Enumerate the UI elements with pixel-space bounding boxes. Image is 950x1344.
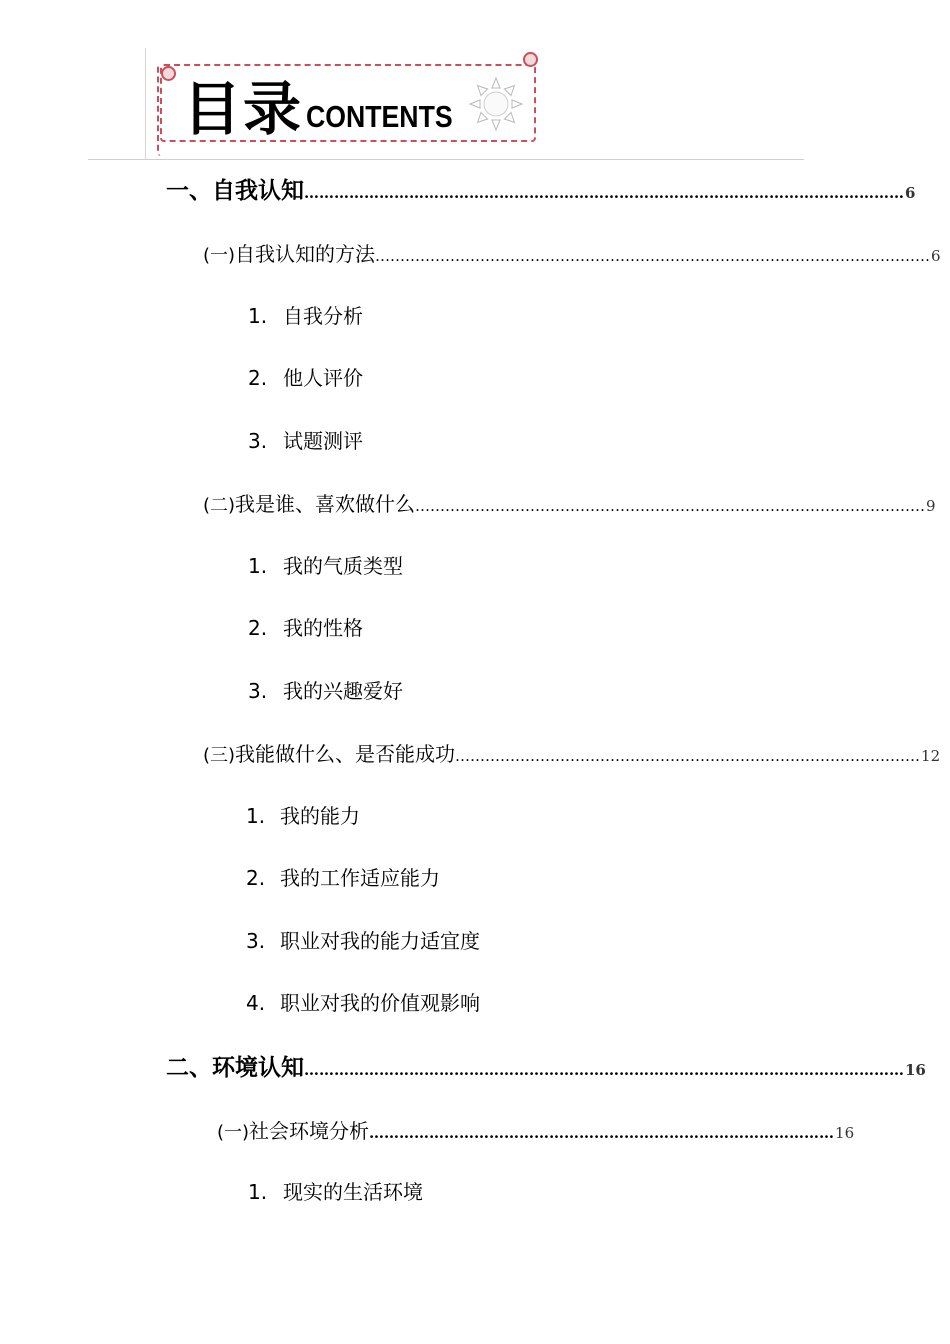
toc-entry-number: (二) [203, 495, 236, 516]
toc-entry-number: (一) [203, 245, 236, 266]
toc-page-number: 12 [921, 747, 941, 765]
toc-entry[interactable] [217, 1115, 855, 1144]
toc-entry-label: 我的能力 [280, 804, 360, 828]
toc-entry[interactable] [203, 238, 941, 267]
toc-leader-dots: ………………………………………………………………………………………………………… [304, 184, 904, 202]
toc-leader-dots: ………………………………………………………………………………… [369, 1124, 835, 1142]
toc-entry-label: 我能做什么、是否能成功 [235, 742, 456, 766]
toc-page-number: 6 [905, 184, 916, 202]
toc-entry[interactable] [248, 300, 363, 329]
toc-leader-dots: ………………………………………………………………………………… [455, 747, 921, 765]
toc-entry[interactable] [246, 800, 360, 829]
toc-page-number: 16 [835, 1124, 855, 1142]
toc-entry-label: 试题测评 [283, 429, 363, 453]
toc-entry-number: 1. [248, 1180, 268, 1204]
toc-entry-number: 一、 [166, 178, 212, 204]
toc-entry[interactable] [246, 862, 440, 891]
toc-entry-label: 自我分析 [283, 304, 363, 328]
toc-entry-number: 2. [248, 616, 268, 640]
toc-entry-label: 我的气质类型 [283, 554, 403, 578]
toc-entry-number: 二、 [166, 1055, 212, 1081]
toc-entry-number: 3. [248, 429, 268, 453]
toc-entry[interactable] [203, 738, 941, 767]
toc-entry-label: 我是谁、喜欢做什么 [235, 492, 416, 516]
toc-entry[interactable] [166, 1049, 926, 1082]
toc-entry[interactable] [246, 925, 480, 954]
toc-entry-label: 自我认知 [212, 178, 304, 204]
toc-entry-number: (一) [217, 1122, 250, 1143]
toc-entry[interactable] [166, 172, 916, 205]
toc-entry-number: 1. [248, 304, 268, 328]
toc-entry[interactable] [248, 612, 363, 641]
toc-entry[interactable] [203, 488, 936, 517]
toc-entry-label: 自我认知的方法 [235, 242, 376, 266]
toc-entry[interactable] [248, 675, 403, 704]
page-title: 目录 [183, 75, 304, 143]
toc-entry-label: 我的兴趣爱好 [283, 679, 403, 703]
toc-entry[interactable] [248, 425, 363, 454]
toc-entry-number: 2. [246, 866, 266, 890]
toc-entry-number: 4. [246, 991, 266, 1015]
toc-entry-label: 社会环境分析 [249, 1119, 370, 1143]
toc-entry-number: 3. [248, 679, 268, 703]
toc-entry-label: 我的性格 [283, 616, 363, 640]
toc-entry[interactable] [246, 987, 480, 1016]
toc-leader-dots: ………………………………………………………………………………………………………… [304, 1061, 904, 1079]
toc-entry-label: 环境认知 [212, 1055, 304, 1081]
toc-entry-number: 3. [246, 929, 266, 953]
toc-leader-dots: ………………………………………………………………………………………………… [375, 247, 931, 265]
toc-entry-number: (三) [203, 745, 236, 766]
toc-entry-number: 1. [246, 804, 266, 828]
toc-entry-label: 现实的生活环境 [283, 1180, 423, 1204]
toc-page-number: 9 [926, 497, 936, 515]
toc-entry[interactable] [248, 362, 363, 391]
toc-page-number: 6 [931, 247, 941, 265]
toc-page-number: 16 [905, 1061, 926, 1079]
page-subtitle: CONTENTS [306, 99, 453, 134]
toc-entry-label: 他人评价 [283, 366, 363, 390]
toc-entry-number: 2. [248, 366, 268, 390]
toc-entry-label: 职业对我的价值观影响 [280, 991, 480, 1015]
toc-entry-number: 1. [248, 554, 268, 578]
toc-entry-label: 我的工作适应能力 [280, 866, 440, 890]
toc-leader-dots: ………………………………………………………………………………………… [415, 497, 926, 515]
toc-entry[interactable] [248, 550, 403, 579]
toc-entry-label: 职业对我的能力适宜度 [280, 929, 480, 953]
toc-entry[interactable] [248, 1176, 423, 1205]
